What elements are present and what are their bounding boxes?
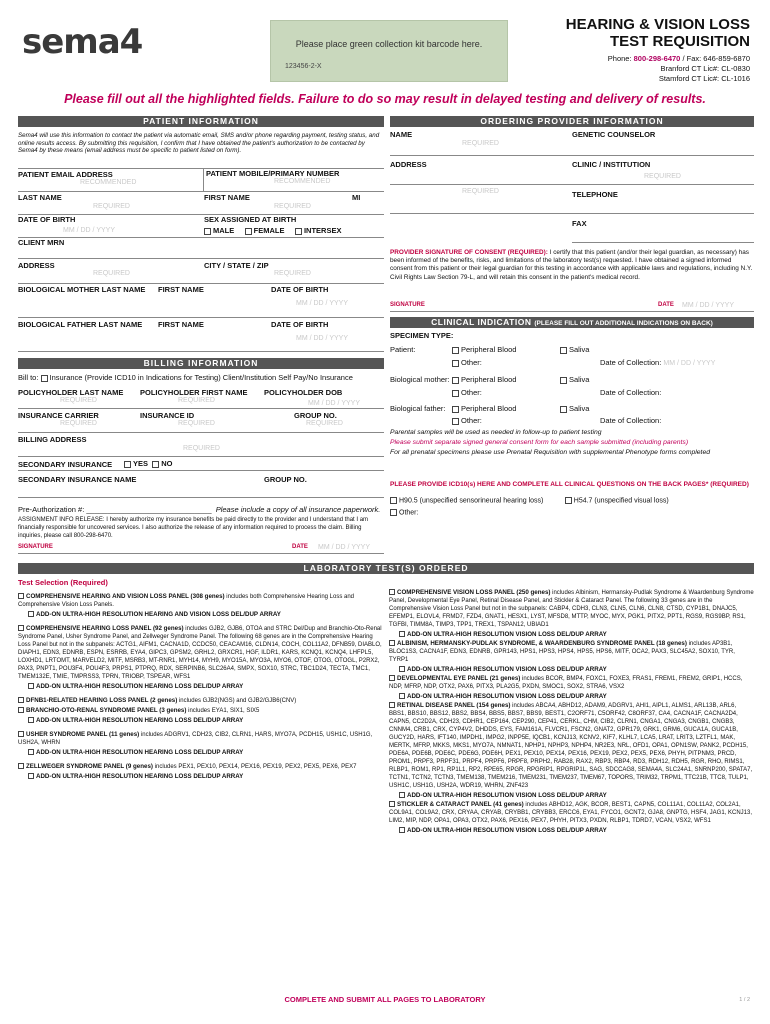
barcode-text: Please place green collection kit barcode here. <box>295 39 483 49</box>
panel-item <box>389 589 754 629</box>
patient-saliva-label: Saliva <box>569 345 590 354</box>
patient-other-label: Other: <box>461 358 482 367</box>
ph-first-required: REQUIRED <box>178 397 215 404</box>
patient-specimen <box>390 342 754 372</box>
addon-item <box>28 611 382 619</box>
addon-item <box>399 693 754 701</box>
patient-blood-label: Peripheral Blood <box>461 345 517 354</box>
billing-signature-row[interactable] <box>18 543 384 554</box>
addon-item <box>28 749 382 757</box>
panel-checkbox[interactable] <box>399 666 405 672</box>
clinic-label: CLINIC / INSTITUTION <box>572 160 651 169</box>
panel-text: COMPREHENSIVE HEARING AND VISION LOSS PANEL (308 genes) includes both Comprehensive Hearing Loss and Comprehensive Vision Loss Panels. <box>18 593 355 608</box>
panel-text: STICKLER & CATARACT PANEL (41 genes) includes ABHD12, AGK, BCOR, BEST1, CAPN5, COL11A1, COL11A2, COL2A1, COL9A1, COL9A2, CRX, CRYAA, CRYAB, CRYBB1, CRYBB3, ERCC6, EYA1, FYCO1, GCNT2, GJA8, GNPTG, HSF4, JAG1, KCNJ13, LIM2, MIP, NDP, OPA1, OPA3, OTX2, PAX6, PEX16, PEX7, PHYH, PITX3, PXDN, RLBP1, TDRD7, VCAN, VSX2, WFS1 <box>389 801 753 824</box>
h547-checkbox[interactable] <box>565 497 572 504</box>
provider-date-format: MM / DD / YYYY <box>682 302 734 309</box>
left-panel-list <box>18 593 382 787</box>
footer-note: COMPLETE AND SUBMIT ALL PAGES TO LABORATORY <box>284 995 486 1004</box>
billing-info-header: BILLING INFORMATION <box>18 358 384 369</box>
addon-item <box>399 666 754 674</box>
panel-item <box>389 801 754 825</box>
h905-label: H90.5 (unspecified sensorineural hearing loss) <box>399 497 544 505</box>
mother-saliva-checkbox[interactable] <box>560 377 567 384</box>
provider-name-required: REQUIRED <box>462 140 499 147</box>
patient-contact-note: Sema4 will use this information to contact the patient via automatic email, SMS and/or phone regarding payment, testing status, and online results access. By submitting this requisition, I confirm that I have obtained the patient's authorization to be contacted by Sema4 by these means (email address must be specific to patient listed on form). <box>18 132 380 154</box>
father-other-checkbox[interactable] <box>452 418 459 425</box>
panel-text: ZELLWEGER SYNDROME PANEL (9 genes) includes PEX1, PEX10, PEX14, PEX16, PEX19, PEX2, PEX5, PEX6, PEX7 <box>26 763 357 770</box>
title-line-2: TEST REQUISITION <box>609 33 750 50</box>
panel-item <box>18 707 382 715</box>
panel-checkbox[interactable] <box>18 593 24 599</box>
contact-info <box>608 54 750 84</box>
policyholder-row[interactable] <box>18 387 384 409</box>
lab-tests-header: LABORATORY TEST(S) ORDERED <box>18 563 754 574</box>
mother-first-label: FIRST NAME <box>158 285 204 294</box>
mother-other-label: Other: <box>461 388 482 397</box>
provider-address-required: REQUIRED <box>462 188 499 195</box>
h547-label: H54.7 (unspecified visual loss) <box>573 497 669 505</box>
ph-last-label: POLICYHOLDER LAST NAME <box>18 388 124 397</box>
no-checkbox[interactable] <box>152 461 159 468</box>
test-selection-label: Test Selection (Required) <box>18 578 108 587</box>
mother-specimen-label: Biological mother: <box>390 375 450 384</box>
panel-checkbox[interactable] <box>399 792 405 798</box>
note-parental: Parental samples will be used as needed in follow-up to patient testing <box>390 429 602 436</box>
panel-checkbox[interactable] <box>28 683 34 689</box>
carrier-label: INSURANCE CARRIER <box>18 411 99 420</box>
father-blood-label: Peripheral Blood <box>461 404 517 413</box>
patient-specimen-label: Patient: <box>390 345 416 354</box>
father-dob-label: DATE OF BIRTH <box>271 320 329 329</box>
panel-checkbox[interactable] <box>389 675 395 681</box>
panel-item <box>18 731 382 747</box>
billing-address-required: REQUIRED <box>183 445 220 452</box>
provider-address-row[interactable] <box>390 157 754 185</box>
insurance-id-label: INSURANCE ID <box>140 411 195 420</box>
last-name-label: LAST NAME <box>18 193 62 202</box>
phone-number: 800-298-6470 <box>633 54 681 63</box>
panel-text: ADD-ON ULTRA-HIGH RESOLUTION VISION LOSS DEL/DUP ARRAY <box>407 792 607 799</box>
panel-checkbox[interactable] <box>28 749 34 755</box>
mobile-recommended: RECOMMENDED <box>274 178 331 185</box>
telephone-label: TELEPHONE <box>572 190 618 199</box>
city-label: CITY / STATE / ZIP <box>204 261 269 270</box>
provider-date-label: DATE <box>658 302 674 308</box>
provider-name-row[interactable] <box>390 128 754 156</box>
fax-label: FAX <box>572 219 587 228</box>
secondary-group-label: GROUP NO. <box>264 475 307 484</box>
secondary-label: SECONDARY INSURANCE <box>18 460 113 469</box>
panel-text: ADD-ON ULTRA-HIGH RESOLUTION HEARING LOSS DEL/DUP ARRAY <box>36 717 244 724</box>
warning-banner: Please fill out all the highlighted fields. Failure to do so may result in delayed testing and delivery of results. <box>64 92 706 106</box>
consent-title: PROVIDER SIGNATURE OF CONSENT (REQUIRED): <box>390 249 548 256</box>
bill-to-options: Insurance (Provide ICD10 in Indications for Testing) Client/Institution Self Pay/No Insurance <box>49 373 353 382</box>
ph-dob-format: MM / DD / YYYY <box>308 400 360 407</box>
panel-checkbox[interactable] <box>389 640 395 646</box>
panel-checkbox[interactable] <box>18 731 24 737</box>
phone-label: Phone: <box>607 54 634 63</box>
intersex-label: INTERSEX <box>303 226 342 235</box>
panel-text: ADD-ON ULTRA-HIGH RESOLUTION HEARING LOSS DEL/DUP ARRAY <box>36 749 244 756</box>
clinical-header <box>390 317 754 328</box>
panel-checkbox[interactable] <box>28 773 34 779</box>
father-dob-format: MM / DD / YYYY <box>296 335 348 342</box>
panel-text: ADD-ON ULTRA-HIGH RESOLUTION VISION LOSS DEL/DUP ARRAY <box>407 666 607 673</box>
father-last-label: BIOLOGICAL FATHER LAST NAME <box>18 320 143 329</box>
patient-collection-label: Date of Collection: <box>600 358 662 367</box>
provider-signature-row[interactable] <box>390 300 754 312</box>
right-panel-list <box>389 589 754 836</box>
fax-number: / Fax: 646-859-6870 <box>680 54 750 63</box>
mother-last-label: BIOLOGICAL MOTHER LAST NAME <box>18 285 146 294</box>
assignment-release: ASSIGNMENT INFO RELEASE: I hereby authorize my insurance benefits be paid directly to the provider and I understand that I am financially responsible for uncovered services. I also authorize the release of any information required to process the claim. Billing inquiries, please call 800-298-6470. <box>18 517 369 539</box>
addon-item <box>399 827 754 835</box>
page-number: 1 / 2 <box>739 997 750 1003</box>
panel-item <box>18 625 382 681</box>
barcode-area <box>270 20 508 82</box>
father-collection-label: Date of Collection: <box>600 416 662 425</box>
panel-text: ADD-ON ULTRA-HIGH RESOLUTION VISION LOSS DEL/DUP ARRAY <box>407 827 607 834</box>
provider-name-label: NAME <box>390 130 413 139</box>
title-line-1: HEARING & VISION LOSS <box>565 16 750 33</box>
first-name-label: FIRST NAME <box>204 193 250 202</box>
panel-checkbox[interactable] <box>18 763 24 769</box>
clinical-title: CLINICAL INDICATION <box>431 317 532 327</box>
sex-options <box>204 226 341 235</box>
mi-label: MI <box>352 193 361 202</box>
father-saliva-label: Saliva <box>569 404 590 413</box>
city-required: REQUIRED <box>274 270 311 277</box>
sema4-logo: sema4 <box>22 22 143 62</box>
consent-text <box>390 249 754 282</box>
mother-dob-label: DATE OF BIRTH <box>271 285 329 294</box>
dob-format: MM / DD / YYYY <box>63 227 115 234</box>
father-first-label: FIRST NAME <box>158 320 204 329</box>
first-name-required: REQUIRED <box>274 203 311 210</box>
note-prenatal: For all prenatal specimens please use Prenatal Requisition with supplemental Phenotype forms completed <box>390 449 711 456</box>
panel-checkbox[interactable] <box>28 611 34 617</box>
panel-text: ADD-ON ULTRA-HIGH RESOLUTION VISION LOSS DEL/DUP ARRAY <box>407 693 607 700</box>
icd-title: PLEASE PROVIDE ICD10(s) HERE AND COMPLETE ALL CLINICAL QUESTIONS ON THE BACK PAGES* (REQUIRED) <box>390 481 749 488</box>
stamford-license: Stamford CT Lic#: CL-1016 <box>658 74 750 83</box>
panel-text: COMPREHENSIVE HEARING LOSS PANEL (92 genes) includes GJB2, GJB6, OTOA and STRC Del/Dup and Branchio-Oto-Renal Syndrome Panel, Usher Syndrome Panel, and Zellweger Syndrome Panel. The following 68 genes are in the Comprehensive Hearing Loss Panel but not in the subpanels: ACTG1, AIFM1, CACNA1D, CCDC50, CEACAM16, CLDN14, COCH, COL11A2, DFNB59, DIABLO, DIAPH1, EDN3, EDNRB, ESPN, ESRRB, EYA4, GIPC3, GPSM2, GRHL2, GRXCR1, HGF, ILDR1, KARS, KCNQ1, KCNQ4, LHFPL5, LOXHD1, LRTOMT, MARVELD2, MITF, MSRB3, MT-RNR1, MYH14, MYH9, MYO15A, MYO3A, MYO6, OTOF, OTOG, OTOGL, P2RX2, PAX3, PNPT1, POU3F4, POU4F3, PRPS1, PTPRQ, RDX, SERPINB6, SLC26A4, SMPX, SOX10, STRC, TBC1D24, TECTA, TMC1, TMEM132E, TMIE, TMPRSS3, TPRN, TRIOBP, TSPEAR, WFS1 <box>18 625 382 680</box>
father-saliva-checkbox[interactable] <box>560 406 567 413</box>
mrn-label: CLIENT MRN <box>18 238 65 247</box>
yes-label: YES <box>133 459 149 468</box>
group-label: GROUP NO. <box>294 411 337 420</box>
email-recommended: RECOMMENDED <box>80 179 137 186</box>
ph-last-required: REQUIRED <box>60 397 97 404</box>
panel-text: ADD-ON ULTRA-HIGH RESOLUTION HEARING LOSS DEL/DUP ARRAY <box>36 683 244 690</box>
last-name-required: REQUIRED <box>93 203 130 210</box>
panel-text: DEVELOPMENTAL EYE PANEL (21 genes) includes BCOR, BMP4, FOXC1, FOXE3, FRAS1, FREM1, FREM2, GRIP1, HCCS, NDP, MFRP, NDP, OTX2, PAX6, PITX3, PLA2G5, PXDN, SMOC1, SOX2, STRA6, VSX2 <box>389 675 743 690</box>
panel-checkbox[interactable] <box>389 702 395 708</box>
father-specimen <box>390 401 754 427</box>
client-mrn-field[interactable] <box>18 237 384 259</box>
bill-to-label: Bill to: <box>18 373 39 382</box>
panel-checkbox[interactable] <box>28 717 34 723</box>
consent-body: I certify that this patient (and/or their legal guardian, as necessary) has been informed of the benefits, risks, and limitations of the laboratory test(s) requested. I have obtained a signed informed consent from this patient or their legal guardian for this testing in accordance with applicable laws and regulations, including N.Y. Civil Rights Law Section 79-L, and will retain this consent in the patient's medical record. <box>390 249 753 281</box>
ph-dob-label: POLICYHOLDER DOB <box>264 388 343 397</box>
barcode-number: 123456-2-X <box>285 63 322 70</box>
mother-other-checkbox[interactable] <box>452 390 459 397</box>
patient-blood-checkbox[interactable] <box>452 347 459 354</box>
patient-name-row <box>18 191 384 215</box>
panel-text: ADD-ON ULTRA-HIGH RESOLUTION VISION LOSS DEL/DUP ARRAY <box>407 631 607 638</box>
panel-checkbox[interactable] <box>389 801 395 807</box>
dob-sex-row <box>18 214 384 238</box>
mother-blood-label: Peripheral Blood <box>461 375 517 384</box>
secondary-name-row[interactable] <box>18 474 384 498</box>
panel-checkbox[interactable] <box>18 625 24 631</box>
no-label: NO <box>161 459 173 468</box>
ph-first-label: POLICYHOLDER FIRST NAME <box>140 388 248 397</box>
email-label: PATIENT EMAIL ADDRESS <box>18 170 113 179</box>
specimen-notes <box>390 428 754 458</box>
father-blood-checkbox[interactable] <box>452 406 459 413</box>
billing-signature-label: SIGNATURE <box>18 544 53 550</box>
icd-other-label: Other: <box>399 509 419 517</box>
billing-date-format: MM / DD / YYYY <box>318 544 370 551</box>
insurance-row[interactable] <box>18 409 384 433</box>
paperwork-note: Please include a copy of all insurance paperwork. <box>215 505 381 514</box>
father-specimen-label: Biological father: <box>390 404 446 413</box>
provider-phone-row[interactable] <box>390 186 754 214</box>
panel-text: USHER SYNDROME PANEL (11 genes) includes ADGRV1, CDH23, CIB2, CLRN1, HARS, MYO7A, PCDH15, USH1C, USH1G, USH2A, WHRN <box>18 731 373 746</box>
panel-checkbox[interactable] <box>389 589 395 595</box>
clinical-note: (PLEASE FILL OUT ADDITIONAL INDICATIONS ON BACK) <box>534 320 713 327</box>
specimen-type-label: SPECIMEN TYPE: <box>390 331 454 340</box>
panel-item <box>18 593 382 609</box>
panel-item <box>389 675 754 691</box>
secondary-name-label: SECONDARY INSURANCE NAME <box>18 475 137 484</box>
address-row[interactable] <box>18 260 384 284</box>
panel-checkbox[interactable] <box>399 827 405 833</box>
panel-checkbox[interactable] <box>18 697 24 703</box>
panel-item <box>18 697 382 705</box>
father-other-label: Other: <box>461 416 482 425</box>
addon-item <box>28 683 382 691</box>
female-label: FEMALE <box>253 226 285 235</box>
dob-label: DATE OF BIRTH <box>18 215 76 224</box>
panel-text: COMPREHENSIVE VISION LOSS PANEL (250 genes) includes Albinism, Hermansky-Pudlak Syndrome & Waardenburg Syndrome Panel, Developmental Eye Panel, Retinal Disease Panel, and Stickler & Cataract Panel. The following 33 genes are in the Comprehensive Vision Loss Panel but not in the subpanels: CABP4, CDH3, CLN3, CLN5, CLN6, CLN8, CTSD, CYP1B1, DNAJC5, EFEMP1, ELOVL4, FRMD7, FZD4, GNAT1, HESX1, LYST, MFSD8, MTTP, MYOC, MYX, PGK1, PITX2, PPT1, RGS9, RGS9BP, RS1, TGFBI, TIMM8A, TIMP3, TPP1, TREX1, TSPAN12, UBIAD1 <box>389 589 754 628</box>
clinic-required: REQUIRED <box>644 173 681 180</box>
mother-collection-label: Date of Collection: <box>600 388 662 397</box>
icd-options <box>390 497 754 517</box>
secondary-options <box>124 459 172 468</box>
billing-address-label: BILLING ADDRESS <box>18 435 87 444</box>
provider-fax-field[interactable] <box>572 215 754 243</box>
preauth-row <box>18 505 384 514</box>
patient-info-header: PATIENT INFORMATION <box>18 116 384 127</box>
address-label: ADDRESS <box>18 261 55 270</box>
panel-item <box>389 640 754 664</box>
patient-other-checkbox[interactable] <box>452 360 459 367</box>
male-label: MALE <box>213 226 235 235</box>
note-consent: Please submit separate signed general consent form for each sample submitted (including parents) <box>390 439 689 446</box>
addon-item <box>399 631 754 639</box>
gc-label: GENETIC COUNSELOR <box>572 130 656 139</box>
female-checkbox[interactable] <box>245 228 252 235</box>
icd-other-checkbox[interactable] <box>390 509 397 516</box>
panel-text: ADD-ON ULTRA-HIGH RESOLUTION HEARING LOSS DEL/DUP ARRAY <box>36 773 244 780</box>
panel-checkbox[interactable] <box>399 631 405 637</box>
insurance-id-required: REQUIRED <box>178 420 215 427</box>
addon-item <box>28 717 382 725</box>
mother-blood-checkbox[interactable] <box>452 377 459 384</box>
carrier-required: REQUIRED <box>60 420 97 427</box>
panel-text: BRANCHIO-OTO-RENAL SYNDROME PANEL (3 genes) includes EYA1, SIX1, SIX5 <box>26 707 260 714</box>
form-title <box>566 16 750 50</box>
panel-checkbox[interactable] <box>18 707 24 713</box>
secondary-insurance-row <box>18 457 384 471</box>
panel-text: RETINAL DISEASE PANEL (154 genes) includes ABCA4, ABHD12, ADAM9, ADGRV1, AHI1, AIPL1, ALMS1, ARL13B, ARL6, BBS1, BBS10, BBS12, BBS2, BBS4, BBS5, BBS7, BBS9, BEST1, C2ORF71, C5ORF42, C8ORF37, CA4, CACNA1F, CACNA2D4, CAPN5, CC2D2A, CDH23, CDHR1, CEP164, CEP290, CEP41, CERKL, CHM, CIB2, CLRN1, CNGA1, CNGA3, CNGB1, CNGB3, CNNM4, CRB1, CRX, CYP4V2, DHDDS, EYS, FAM161A, FLVCR1, FSCN2, GNAT2, GPR179, GRK1, GRM6, GUCA1A, GUCA1B, GUCY2D, HARS, IFT140, IMPDH1, IMPG2, INPP5E, IQCB1, KCNJ13, KCNV2, KIF7, KLHL7, LCA5, LRAT, LRIT3, LZTFL1, MAK, MERTK, MFRP, MKKS, MKS1, MYO7A, NMNAT1, NPHP1, NPHP3, NPHP4, NR2E3, NRL, OFD1, OPA1, OPN1SW, PANK2, PCDH15, PDE6A, PDE6B, PDE6C, PDE6G, PDE6H, PEX1, PEX10, PEX14, PEX16, PEX19, PEX2, PEX5, PEX6, PHYH, PITPNM3, PRCD, PROM1, PRPF3, PRPF31, PRPF4, PRPF6, PRPF8, PRPH2, RAB28, RAX2, RBP3, RBP4, RD3, RDH12, RDH5, RGR, RHO, RIMS1, RLBP1, ROM1, RP1, RP1L1, RP2, RPE65, RPGR, RPGRIP1, RPGRIP1L, SAG, SDCCAG8, SEMA4A, SLC24A1, SNRNP200, SPATA7, TCTN1, TCTN2, TCTN3, TMEM138, TMEM216, TMEM231, TMEM237, TMEM67, TOPORS, TRIM32, TRPM1, TTC21B, TTC8, TULP1, USH1C, USH1G, USH2A, WDR19, WHRN, ZNF423 <box>389 702 753 789</box>
provider-signature-label: SIGNATURE <box>390 302 425 308</box>
billing-date-label: DATE <box>292 544 308 550</box>
patient-mobile-field[interactable] <box>203 168 384 192</box>
address-required: REQUIRED <box>93 270 130 277</box>
patient-collection-format: MM / DD / YYYY <box>663 360 716 367</box>
insurance-checkbox[interactable] <box>41 375 48 382</box>
panel-text: ALBINISM, HERMANSKY-PUDLAK SYNDROME, & WAARDENBURG SYNDROME PANEL (18 genes) includes AP3B1, BLOC1S3, CACNA1F, EDN3, EDNRB, GPR143, HPS1, HPS3, HPS4, HPS5, HPS6, MITF, OCA2, PAX3, SLC45A2, SOX10, TYR, TYRP1 <box>389 640 735 663</box>
father-row[interactable] <box>18 318 384 352</box>
preauth-label[interactable]: Pre-Authorization #: ______________________________ <box>18 505 212 514</box>
mother-row[interactable] <box>18 284 384 318</box>
mobile-label: PATIENT MOBILE/PRIMARY NUMBER <box>206 169 340 178</box>
mother-saliva-label: Saliva <box>569 375 590 384</box>
mother-dob-format: MM / DD / YYYY <box>296 300 348 307</box>
branford-license: Branford CT Lic#: CL-0830 <box>660 64 750 73</box>
addon-item <box>28 773 382 781</box>
bill-to-row <box>18 373 384 382</box>
panel-checkbox[interactable] <box>399 693 405 699</box>
group-required: REQUIRED <box>306 420 343 427</box>
addon-item <box>399 792 754 800</box>
provider-address-label: ADDRESS <box>390 160 427 169</box>
yes-checkbox[interactable] <box>124 461 131 468</box>
panel-text: DFNB1-RELATED HEARING LOSS PANEL (2 genes) includes GJB2(NGS) and GJB2/GJB6(CNV) <box>26 697 297 704</box>
panel-item <box>389 702 754 790</box>
male-checkbox[interactable] <box>204 228 211 235</box>
sex-label: SEX ASSIGNED AT BIRTH <box>204 215 297 224</box>
h905-checkbox[interactable] <box>390 497 397 504</box>
intersex-checkbox[interactable] <box>295 228 302 235</box>
panel-item <box>18 763 382 771</box>
mother-specimen <box>390 372 754 402</box>
panel-text: ADD-ON ULTRA-HIGH RESOLUTION HEARING AND VISION LOSS DEL/DUP ARRAY <box>36 611 281 618</box>
billing-address-field[interactable] <box>18 433 384 457</box>
provider-info-header: ORDERING PROVIDER INFORMATION <box>390 116 754 127</box>
patient-saliva-checkbox[interactable] <box>560 347 567 354</box>
